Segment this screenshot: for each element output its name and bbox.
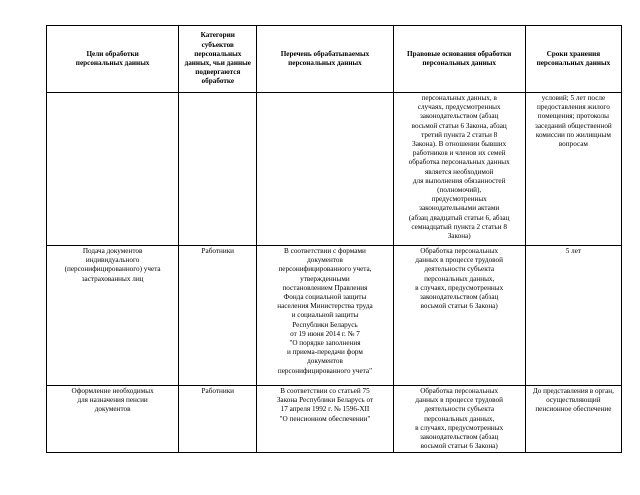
- header-purpose: Цели обработки персональных данных: [47, 26, 179, 93]
- header-legal-basis: Правовые основания обработки персональных данных: [393, 26, 525, 93]
- cell-category: [179, 93, 257, 246]
- cell-data-list: [257, 93, 393, 246]
- cell-purpose: Оформление необходимых для назначения пенсии документов: [47, 386, 179, 453]
- cell-purpose: Подача документов индивидуального (персонифицированного) учета застрахованных лиц: [47, 246, 179, 386]
- header-data-list: Перечень обрабатываемых персональных данных: [257, 26, 393, 93]
- cell-category: Работники: [179, 386, 257, 453]
- header-retention-term: Сроки хранения персональных данных: [525, 26, 621, 93]
- cell-legal-basis: персональных данных, в случаях, предусмотренных законодательством (абзац восьмой статьи 6 Закона, абзац третий пункта 2 статьи 8 Закона). В отношении бывших работников и членов их семей обработка персональных данных является необходимой для выполнения обязанностей (полномочий), предусмотренных законодательными актами (абзац двадцатый статьи 6, абзац семнадцатый пункта 2 статьи 8 Закона): [393, 93, 525, 246]
- header-subject-categories: Категории субъектов персональных данных, чьи данные подвергаются обработке: [179, 26, 257, 93]
- cell-legal-basis: Обработка персональных данных в процессе трудовой деятельности субъекта персональных данных, в случаях, предусмотренных законодательством (абзац восьмой статьи 6 Закона): [393, 246, 525, 386]
- cell-legal-basis: Обработка персональных данных в процессе трудовой деятельности субъекта персональных данных, в случаях, предусмотренных законодательством (абзац восьмой статьи 6 Закона): [393, 386, 525, 453]
- table-row: [47, 246, 622, 386]
- personal-data-table: [46, 25, 622, 453]
- cell-category: Работники: [179, 246, 257, 386]
- cell-retention-term: До представления в орган, осуществляющий пенсионное обеспечение: [525, 386, 621, 453]
- cell-retention-term: условий; 5 лет после предоставления жилого помещения; протоколы заседаний общественной комиссии по жилищным вопросам: [525, 93, 621, 246]
- table-row: [47, 386, 622, 453]
- table-header-row: [47, 26, 622, 93]
- table-row: [47, 93, 622, 246]
- cell-purpose: [47, 93, 179, 246]
- cell-retention-term: 5 лет: [525, 246, 621, 386]
- cell-data-list: В соответствии с формами документов персонифицированного учета, утвержденными постановлением Правления Фонда социальной защиты населения Министерства труда и социальной защиты Республики Беларусь от 19 июня 2014 г. № 7 "О порядке заполнения и приема-передачи форм документов персонифицированного учета": [257, 246, 393, 386]
- cell-data-list: В соответствии со статьей 75 Закона Республики Беларусь от 17 апреля 1992 г. № 1596-XII "О пенсионном обеспечении": [257, 386, 393, 453]
